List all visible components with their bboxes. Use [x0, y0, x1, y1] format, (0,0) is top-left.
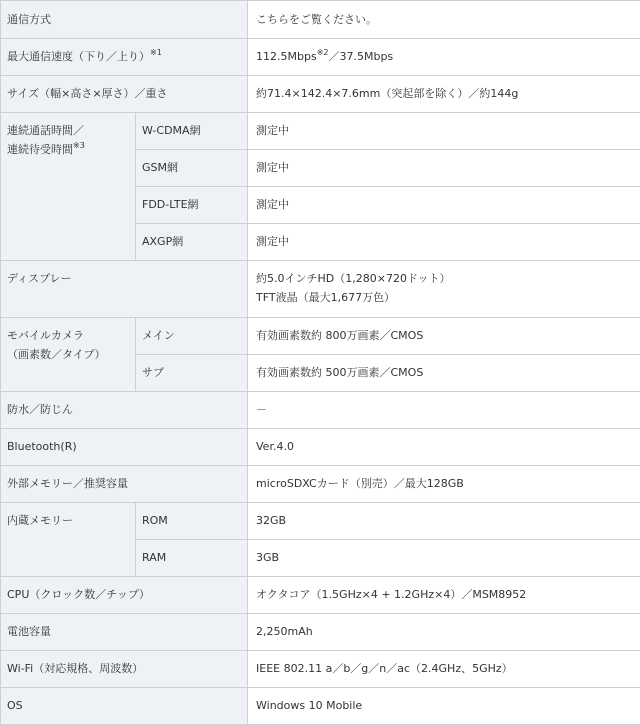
row-value-display — [248, 261, 640, 318]
camera-value-sub: 有効画素数約 500万画素／CMOS — [248, 355, 640, 392]
camera-label-line1: モバイルカメラ — [7, 329, 84, 342]
talk-time-label-line1: 連続通話時間／ — [7, 124, 84, 137]
row-label-bluetooth: Bluetooth(R) — [1, 429, 248, 466]
row-label-camera — [1, 318, 136, 392]
row-label-internal-memory: 内蔵メモリー — [1, 503, 136, 577]
row-value-os: Windows 10 Mobile — [248, 688, 640, 725]
network-value-wcdma: 測定中 — [248, 113, 640, 150]
camera-name-sub: サブ — [136, 355, 248, 392]
camera-label-line2: （画素数／タイプ） — [7, 348, 106, 361]
row-value-cpu: オクタコア（1.5GHz×4 + 1.2GHz×4）／MSM8952 — [248, 577, 640, 614]
table-row — [1, 429, 640, 466]
table-row — [1, 466, 640, 503]
row-value-bluetooth: Ver.4.0 — [248, 429, 640, 466]
row-value-size: 約71.4×142.4×7.6mm（突起部を除く）／約144g — [248, 76, 640, 113]
table-row — [1, 614, 640, 651]
talk-time-label-line2: 連続待受時間 — [7, 143, 73, 156]
row-value-external-memory: microSDXCカード（別売）／最大128GB — [248, 466, 640, 503]
network-name-wcdma: W-CDMA網 — [136, 113, 248, 150]
row-label-os: OS — [1, 688, 248, 725]
table-row — [1, 577, 640, 614]
row-label-max-speed — [1, 39, 248, 76]
row-label-cpu: CPU（クロック数／チップ） — [1, 577, 248, 614]
table-row — [1, 39, 640, 76]
row-label-external-memory: 外部メモリー／推奨容量 — [1, 466, 248, 503]
table-row — [1, 688, 640, 725]
talk-time-label-line2-wrap — [7, 142, 130, 158]
max-speed-label-text: 最大通信速度（下り／上り） — [7, 50, 150, 63]
max-speed-down: 112.5Mbps — [256, 50, 317, 63]
network-name-fdd-lte: FDD-LTE網 — [136, 187, 248, 224]
row-label-comm-method: 通信方式 — [1, 1, 248, 39]
table-row — [1, 1, 640, 39]
camera-name-main: メイン — [136, 318, 248, 355]
network-name-gsm: GSM網 — [136, 150, 248, 187]
display-value-line1: 約5.0インチHD（1,280×720ドット） — [256, 272, 451, 285]
footnote-mark: ※3 — [73, 141, 85, 150]
footnote-mark: ※2 — [316, 48, 329, 57]
display-value-line2: TFT液晶（最大1,677万色） — [256, 291, 396, 304]
row-label-battery: 電池容量 — [1, 614, 248, 651]
row-label-size: サイズ（幅×高さ×厚さ）／重さ — [1, 76, 248, 113]
network-value-gsm: 測定中 — [248, 150, 640, 187]
row-label-display: ディスプレー — [1, 261, 248, 318]
table-row — [1, 261, 640, 318]
row-value-max-speed — [248, 39, 640, 76]
memory-value-rom: 32GB — [248, 503, 640, 540]
memory-name-ram: RAM — [136, 540, 248, 577]
footnote-mark: ※1 — [150, 48, 162, 57]
table-row — [1, 113, 640, 150]
camera-value-main: 有効画素数約 800万画素／CMOS — [248, 318, 640, 355]
max-speed-up: ／37.5Mbps — [328, 50, 394, 63]
table-row — [1, 651, 640, 688]
table-row — [1, 76, 640, 113]
row-value-wifi: IEEE 802.11 a／b／g／n／ac（2.4GHz、5GHz） — [248, 651, 640, 688]
row-value-comm-method: こちらをご覧ください。 — [248, 1, 640, 39]
row-label-talk-time — [1, 113, 136, 261]
row-label-waterproof: 防水／防じん — [1, 392, 248, 429]
memory-name-rom: ROM — [136, 503, 248, 540]
row-label-wifi: Wi-Fi（対応規格、周波数） — [1, 651, 248, 688]
network-value-fdd-lte: 測定中 — [248, 187, 640, 224]
network-value-axgp: 測定中 — [248, 224, 640, 261]
table-row — [1, 503, 640, 540]
table-row — [1, 392, 640, 429]
network-name-axgp: AXGP網 — [136, 224, 248, 261]
row-value-waterproof: － — [248, 392, 640, 429]
table-row — [1, 318, 640, 355]
row-value-battery: 2,250mAh — [248, 614, 640, 651]
memory-value-ram: 3GB — [248, 540, 640, 577]
